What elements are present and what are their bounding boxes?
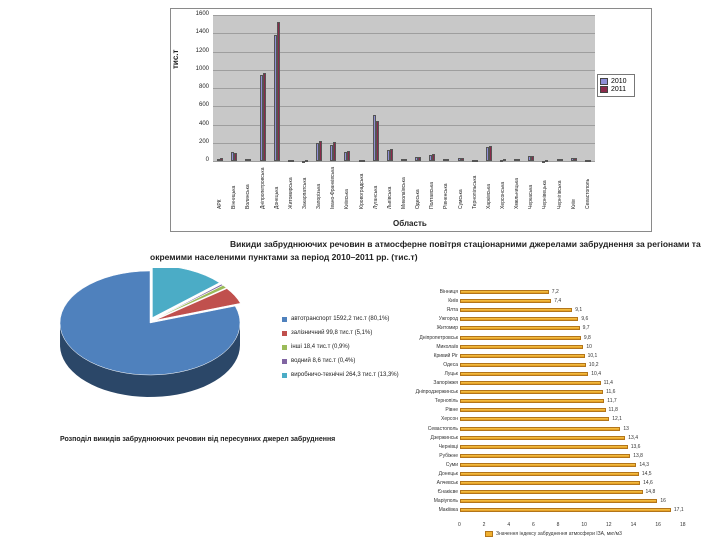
gridline bbox=[213, 143, 595, 144]
y-tick-label: 1400 bbox=[195, 29, 209, 36]
regional-emissions-bar-chart bbox=[170, 8, 652, 232]
hbar-bar bbox=[460, 290, 549, 294]
bar-2011 bbox=[588, 160, 591, 162]
hbar-value-label: 10,2 bbox=[588, 361, 599, 368]
hbar-value-label: 9,7 bbox=[582, 325, 590, 332]
y-tick-label: 0 bbox=[205, 157, 209, 163]
x-category-label: Миколаївська bbox=[401, 177, 407, 209]
legend-item-2011 bbox=[600, 86, 632, 93]
hbar-x-tick-label: 8 bbox=[556, 521, 560, 528]
gridline bbox=[213, 88, 595, 89]
y-tick-label: 600 bbox=[198, 102, 209, 109]
x-category-label: Хмельницька bbox=[514, 177, 521, 209]
x-category-label: Житомирська bbox=[287, 177, 294, 209]
hbar-x-tick-label: 14 bbox=[630, 521, 637, 528]
hbar-category-label: Луцьк bbox=[444, 370, 458, 377]
x-category-label: Одеська bbox=[415, 189, 422, 209]
hbar-bar bbox=[460, 363, 586, 367]
legend-label-2010: 2010 bbox=[611, 78, 627, 85]
x-category-label: Львівська bbox=[386, 186, 393, 209]
x-category-label: Тернопільська bbox=[471, 175, 478, 209]
hbar-value-label: 12,1 bbox=[612, 416, 622, 423]
hbar-bar bbox=[460, 499, 657, 503]
hbar-value-label: 13,6 bbox=[630, 443, 641, 450]
x-category-label: Київ bbox=[570, 199, 577, 209]
bar-2011 bbox=[347, 151, 350, 161]
y-tick-label: 400 bbox=[198, 120, 209, 127]
hbar-bar bbox=[460, 372, 588, 376]
gridline bbox=[213, 70, 595, 71]
legend-swatch-2011 bbox=[600, 86, 608, 93]
hbar-bar bbox=[460, 336, 581, 340]
hbar-bar bbox=[460, 308, 572, 312]
legend-item-2010 bbox=[600, 78, 632, 85]
hbar-category-label: Чернівці bbox=[438, 443, 458, 450]
bar-2011 bbox=[432, 154, 435, 161]
hbar-value-label: 11,6 bbox=[606, 389, 616, 396]
hbar-value-label: 13,8 bbox=[633, 452, 643, 459]
hbar-value-label: 11,4 bbox=[603, 380, 613, 386]
bar-2011 bbox=[291, 160, 294, 162]
x-category-label: Херсонська bbox=[500, 181, 507, 209]
hbar-bar bbox=[460, 299, 551, 303]
hbar-value-label: 14,6 bbox=[643, 480, 653, 487]
hbar-bar bbox=[460, 445, 628, 449]
bar-2011 bbox=[263, 73, 266, 161]
hbar-category-label: Запоріжжя bbox=[433, 380, 458, 386]
hbar-category-label: Дніпропетровськ bbox=[419, 334, 458, 341]
hbar-category-label: Київ bbox=[448, 298, 458, 305]
hbar-bar bbox=[460, 481, 640, 485]
pie-slice bbox=[60, 271, 240, 375]
hbar-value-label: 14,8 bbox=[645, 489, 656, 496]
y-tick-label: 1000 bbox=[195, 65, 209, 72]
pie-legend-swatch bbox=[282, 317, 287, 322]
x-category-label: Луганська bbox=[372, 185, 379, 209]
y-tick-label: 800 bbox=[198, 84, 209, 90]
hbar-value-label: 17,1 bbox=[673, 507, 684, 514]
bar-2011 bbox=[475, 160, 478, 162]
hbar-category-label: Одеса bbox=[443, 361, 458, 368]
x-category-label: Донецька bbox=[273, 186, 280, 209]
pie-legend-swatch bbox=[282, 331, 287, 336]
x-category-label: Чернівецька bbox=[542, 180, 549, 209]
hbar-category-label: Севастополь bbox=[427, 425, 458, 432]
x-category-label: Івано-Франківська bbox=[330, 166, 337, 209]
hbar-bar bbox=[460, 508, 671, 512]
hbar-value-label: 13,4 bbox=[628, 434, 638, 441]
hbar-category-label: Ялта bbox=[446, 307, 458, 314]
y-tick-label: 1600 bbox=[195, 11, 209, 17]
hbar-category-label: Вінниця bbox=[439, 289, 458, 295]
bar-2011 bbox=[305, 160, 308, 162]
bar-2011 bbox=[517, 159, 520, 161]
hbar-category-label: Кривий Ріг bbox=[433, 352, 458, 359]
bar-2011 bbox=[446, 159, 449, 161]
hbar-category-label: Макіївка bbox=[438, 507, 458, 514]
hbar-value-label: 11,7 bbox=[607, 398, 617, 405]
x-category-label: Дніпропетровська bbox=[259, 167, 266, 209]
x-category-label: Волинська bbox=[245, 184, 252, 209]
hbar-bar bbox=[460, 381, 601, 385]
hbar-bar bbox=[460, 408, 606, 412]
bar-2011 bbox=[234, 153, 237, 161]
bar-2011 bbox=[531, 156, 534, 161]
hbar-bar bbox=[460, 317, 578, 321]
gridline bbox=[213, 125, 595, 126]
x-category-label: АРК bbox=[217, 199, 224, 209]
hbar-bar bbox=[460, 490, 643, 494]
x-category-label: Черкаська bbox=[528, 184, 535, 209]
hbar-value-label: 11,8 bbox=[608, 407, 618, 414]
hbar-bar bbox=[460, 399, 604, 403]
bar-2011 bbox=[489, 146, 492, 161]
pie-legend-swatch bbox=[282, 373, 287, 378]
mobile-sources-pie-chart bbox=[55, 268, 295, 438]
hbar-value-label: 10 bbox=[586, 343, 592, 350]
hbar-category-label: Херсон bbox=[441, 416, 458, 423]
gridline bbox=[213, 52, 595, 53]
bar-2011 bbox=[560, 159, 563, 161]
gridline bbox=[213, 15, 595, 16]
pie-legend-swatch bbox=[282, 345, 287, 350]
gridline bbox=[213, 161, 595, 162]
hbar-category-label: Маріуполь bbox=[433, 498, 458, 505]
figure-caption: Викиди забруднюючих речовин в атмосферне повітря стаціонарними джерелами забруднення за регіонами та окремими населеними пунктами за період 2010–2011 рр. (тис.т) bbox=[150, 239, 701, 262]
hbar-x-tick-label: 6 bbox=[532, 521, 535, 528]
bar-2011 bbox=[503, 159, 506, 161]
hbar-value-label: 16 bbox=[660, 498, 666, 505]
pie-legend-item bbox=[282, 313, 399, 325]
pie-legend-item bbox=[282, 341, 399, 353]
x-category-label: Київська bbox=[344, 189, 351, 209]
hbar-bar bbox=[460, 436, 625, 440]
pie-legend-item bbox=[282, 327, 399, 339]
hbar-x-tick-label: 0 bbox=[458, 521, 461, 528]
hbar-value-label: 14,3 bbox=[639, 461, 650, 468]
bar-plot-area bbox=[213, 15, 595, 161]
hbar-category-label: Донецьк bbox=[438, 471, 458, 477]
bar-2011 bbox=[404, 159, 407, 161]
hbar-value-label: 7,2 bbox=[551, 289, 559, 295]
bar-2011 bbox=[545, 160, 548, 162]
pie-legend-label: виробничо-технічні 264,3 тис.т (13,3%) bbox=[291, 372, 399, 378]
hbar-bar bbox=[460, 417, 609, 421]
pie-legend-item bbox=[282, 355, 399, 367]
pie-legend-item bbox=[282, 369, 399, 381]
pie-legend bbox=[282, 313, 399, 383]
hbar-category-label: Дзержинськ bbox=[430, 434, 458, 441]
hbar-bar bbox=[460, 463, 636, 467]
bar-2011 bbox=[418, 157, 421, 161]
legend-swatch-2010 bbox=[600, 78, 608, 85]
bar-2011 bbox=[574, 158, 577, 161]
x-category-label: Севастополь bbox=[584, 178, 591, 209]
y-axis-label: тис.т bbox=[171, 49, 180, 69]
hbar-x-tick-label: 12 bbox=[606, 521, 612, 528]
pie-legend-label: інші 18,4 тис.т (0,9%) bbox=[291, 344, 350, 350]
hbar-category-label: Миколаїв bbox=[436, 343, 458, 350]
x-category-label: Чернігівська bbox=[556, 180, 563, 209]
bar-legend bbox=[597, 74, 635, 97]
hbar-category-label: Рубіжне bbox=[439, 452, 458, 459]
y-tick-label: 1200 bbox=[195, 47, 209, 54]
hbar-value-label: 10,1 bbox=[587, 352, 598, 359]
pie-caption: Розподіл викидів забруднюючих речовин від пересувних джерел забруднення bbox=[60, 436, 336, 443]
hbar-value-label: 9,8 bbox=[583, 334, 591, 341]
pie-legend-label: автотранспорт 1592,2 тис.т (80,1%) bbox=[291, 316, 390, 322]
x-category-label: Харківська bbox=[485, 184, 492, 209]
hbar-x-tick-label: 18 bbox=[680, 521, 686, 528]
air-pollution-index-chart bbox=[390, 286, 710, 536]
hbar-legend-label: Значення індексу забруднення атмосфери ІЗА, мкг/м3 bbox=[496, 531, 622, 537]
hbar-x-tick-label: 2 bbox=[482, 521, 486, 528]
hbar-value-label: 9,6 bbox=[581, 316, 589, 323]
hbar-category-label: Суми bbox=[445, 461, 458, 468]
gridline bbox=[213, 106, 595, 107]
hbar-category-label: Житомир bbox=[436, 325, 458, 332]
x-axis-title: Область bbox=[393, 219, 427, 228]
bar-2011 bbox=[277, 22, 280, 161]
hbar-value-label: 13 bbox=[623, 425, 629, 432]
hbar-bar bbox=[460, 454, 630, 458]
hbar-category-label: Ужгород bbox=[438, 316, 458, 323]
x-category-label: Рівненська bbox=[443, 183, 450, 209]
pie-legend-label: залізничний 99,8 тис.т (5,1%) bbox=[291, 330, 373, 336]
bar-2011 bbox=[220, 158, 223, 161]
x-category-label: Кіровоградська bbox=[358, 173, 365, 209]
hbar-bar bbox=[460, 427, 620, 431]
hbar-value-label: 14,5 bbox=[641, 471, 652, 477]
bar-2011 bbox=[319, 141, 322, 161]
y-tick-label: 200 bbox=[198, 138, 209, 145]
x-category-label: Запорізька bbox=[316, 183, 323, 209]
bar-2011 bbox=[248, 159, 251, 161]
hbar-legend bbox=[485, 531, 622, 537]
hbar-bar bbox=[460, 472, 639, 476]
x-category-label: Полтавська bbox=[429, 182, 436, 209]
bar-2011 bbox=[390, 149, 393, 161]
hbar-x-tick-label: 4 bbox=[507, 521, 511, 528]
x-category-label: Вінницька bbox=[231, 185, 238, 209]
hbar-bar bbox=[460, 390, 603, 394]
pie-legend-label: водний 8,6 тис.т (0,4%) bbox=[291, 358, 356, 364]
hbar-bar bbox=[460, 345, 583, 349]
hbar-value-label: 9,1 bbox=[575, 307, 583, 314]
hbar-value-label: 10,4 bbox=[591, 370, 601, 377]
hbar-bar bbox=[460, 326, 580, 330]
bar-2011 bbox=[461, 158, 464, 161]
hbar-x-tick-label: 16 bbox=[655, 521, 661, 528]
hbar-category-label: Алчевськ bbox=[436, 480, 458, 487]
hbar-category-label: Тернопіль bbox=[434, 398, 458, 405]
legend-label-2011: 2011 bbox=[611, 86, 627, 93]
x-category-label: Сумська bbox=[457, 189, 464, 209]
pie-legend-swatch bbox=[282, 359, 287, 364]
bar-2011 bbox=[333, 142, 336, 161]
hbar-category-label: Рівне bbox=[445, 407, 458, 414]
pie-svg bbox=[55, 268, 295, 438]
gridline bbox=[213, 33, 595, 34]
hbar-legend-swatch bbox=[485, 531, 493, 537]
hbar-category-label: Єнакієве bbox=[437, 489, 458, 496]
hbar-value-label: 7,4 bbox=[554, 298, 562, 305]
bar-2011 bbox=[376, 121, 379, 161]
hbar-bar bbox=[460, 354, 585, 358]
x-category-label: Закарпатська bbox=[301, 177, 308, 209]
bar-2011 bbox=[362, 160, 365, 162]
hbar-category-label: Дніпродзержинськ bbox=[415, 389, 458, 396]
hbar-x-tick-label: 10 bbox=[581, 521, 587, 528]
